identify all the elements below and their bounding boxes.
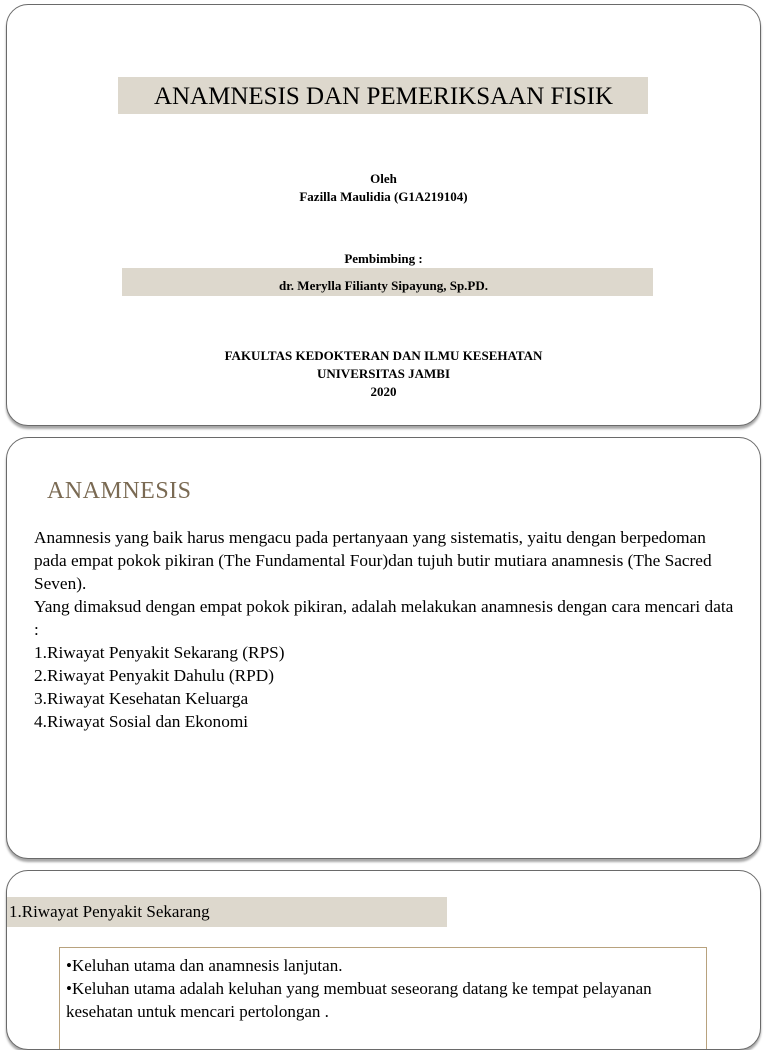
paragraph-2: Yang dimaksud dengan empat pokok pikiran, adalah melakukan anamnesis dengan cara mencari data : bbox=[34, 597, 734, 639]
list-item: 4.Riwayat Sosial dan Ekonomi bbox=[34, 712, 249, 731]
list-item: 2.Riwayat Penyakit Dahulu (RPD) bbox=[34, 666, 274, 685]
slide-body bbox=[34, 526, 734, 733]
supervisor-label: Pembimbing : bbox=[344, 251, 423, 266]
content-box bbox=[59, 947, 707, 1050]
year: 2020 bbox=[370, 384, 397, 399]
slide-heading: ANAMNESIS bbox=[47, 478, 192, 504]
slide-rps bbox=[6, 870, 761, 1050]
list-item: 1.Riwayat Penyakit Sekarang (RPS) bbox=[34, 643, 285, 662]
university: UNIVERSITAS JAMBI bbox=[316, 366, 451, 381]
supervisor-name: dr. Merylla Filianty Sipayung, Sp.PD. bbox=[279, 278, 488, 293]
author: Fazilla Maulidia (G1A219104) bbox=[299, 189, 468, 204]
by-label: Oleh bbox=[370, 171, 397, 186]
presentation-title: ANAMNESIS DAN PEMERIKSAAN FISIK bbox=[153, 83, 614, 110]
slide-heading: 1.Riwayat Penyakit Sekarang bbox=[7, 897, 447, 927]
bullet-item: •Keluhan utama adalah keluhan yang membuat seseorang datang ke tempat pelayanan kesehatan untuk mencari pertolongan . bbox=[66, 979, 652, 1021]
paragraph-1: Anamnesis yang baik harus mengacu pada pertanyaan yang sistematis, yaitu dengan berpedoman pada empat pokok pikiran (The Fundamental Four)dan tujuh butir mutiara anamnesis (The Sacred Seven). bbox=[34, 528, 712, 593]
slide-title bbox=[6, 4, 761, 426]
bullet-item: •Keluhan utama dan anamnesis lanjutan. bbox=[66, 956, 343, 975]
list-item: 3.Riwayat Kesehatan Keluarga bbox=[34, 689, 249, 708]
slide-anamnesis bbox=[6, 437, 761, 859]
faculty: FAKULTAS KEDOKTERAN DAN ILMU KESEHATAN bbox=[224, 348, 543, 363]
